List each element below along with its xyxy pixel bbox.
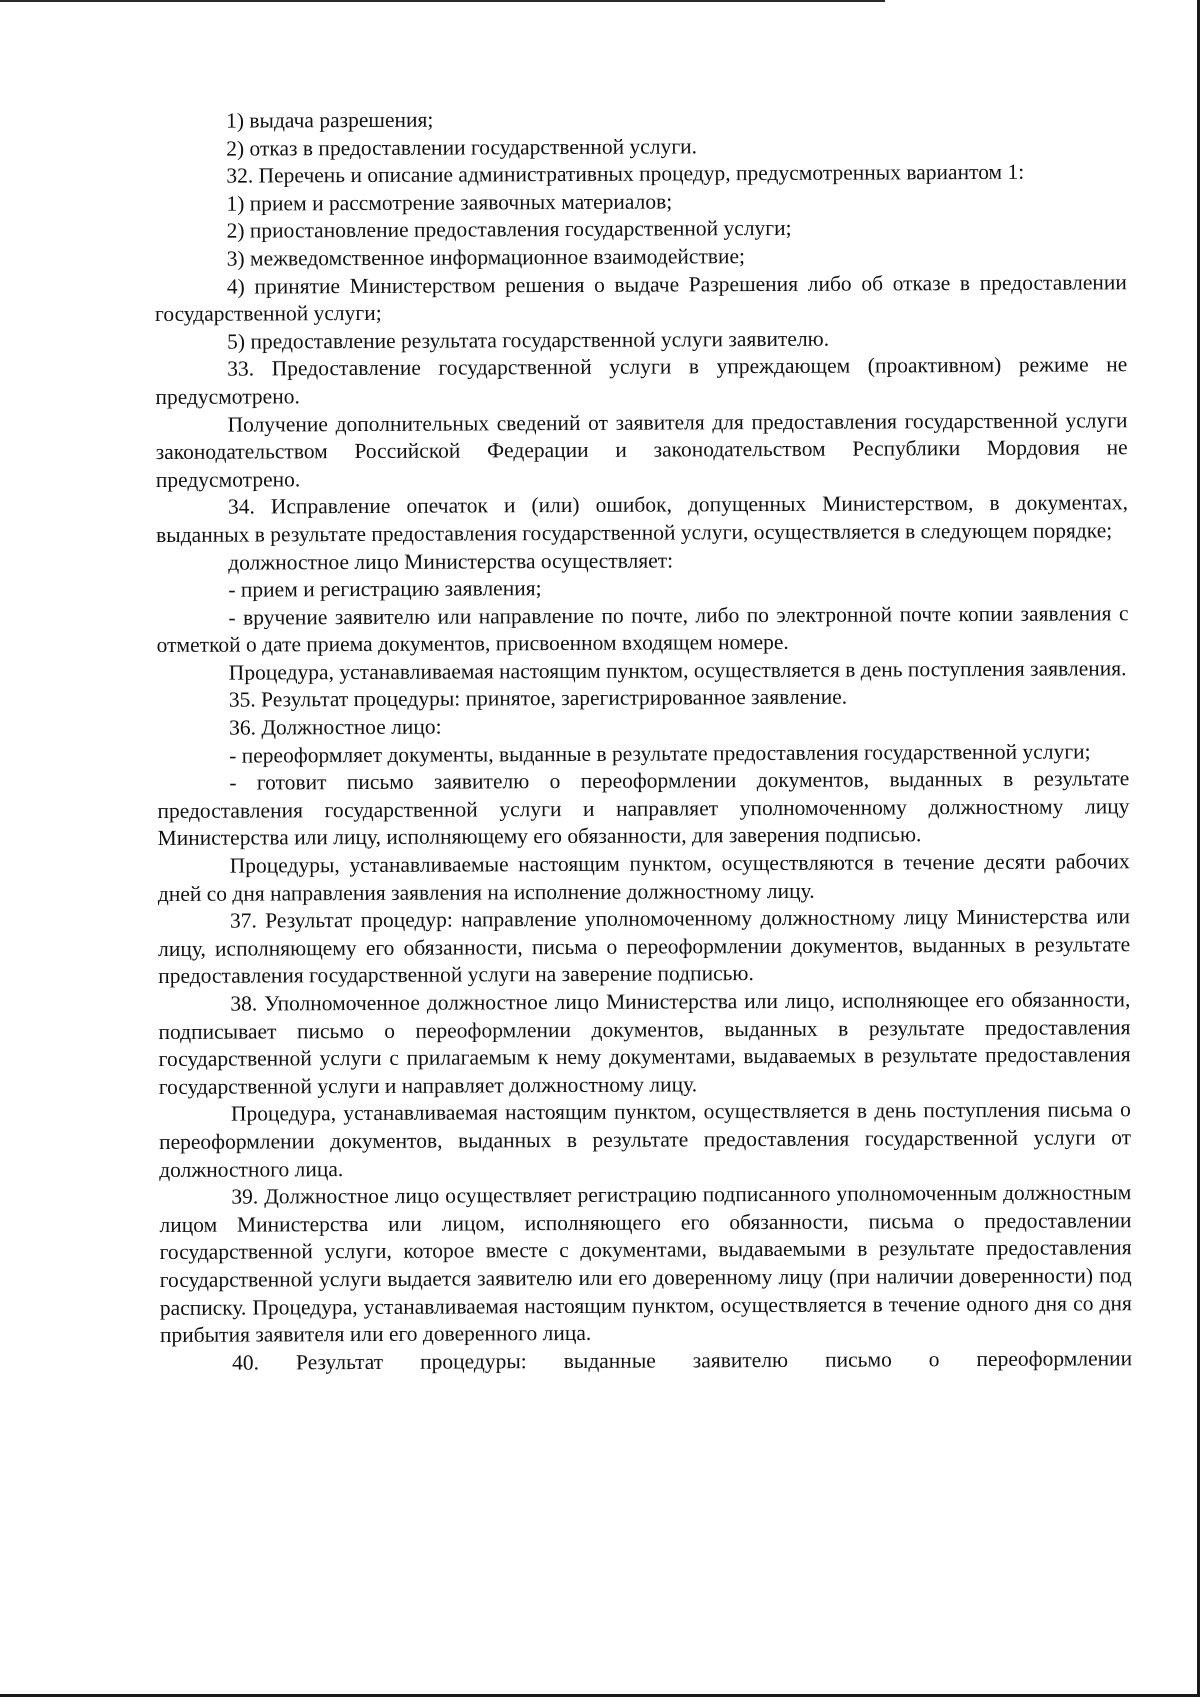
paragraph: 38. Уполномоченное должностное лицо Министерства или лицо, исполняющее его обязанности, подписывает письмо о переоформлении документов, выданных в результате предоставления государственной услуги с прилагаемым к нему документами, выдаваемых в результате предоставления государственной услуги и направляет должностному лицу.	[158, 987, 1131, 1099]
scan-edge-top	[0, 0, 885, 2]
paragraph: должностное лицо Министерства осуществляет:	[228, 547, 674, 575]
paragraph: 32. Перечень и описание административных процедур, предусмотренных вариантом 1:	[226, 159, 1025, 188]
paragraph: Процедура, устанавливаемая настоящим пунктом, осуществляется в день поступления письма о переоформлении документов, выданных в результате предоставления государственной услуги от должностного лица.	[158, 1097, 1132, 1182]
paragraph: - переоформляет документы, выданные в результате предоставления государственной услуги;	[229, 739, 1091, 768]
paragraph: 35. Результат процедуры: принятое, зарегистрированное заявление.	[228, 685, 848, 713]
paragraph: 1) прием и рассмотрение заявочных материалов;	[226, 189, 673, 216]
document-page	[154, 103, 1132, 1377]
paragraph: 4) принятие Министерством решения о выдаче Разрешения либо об отказе в предоставлении государственной услуги;	[154, 269, 1127, 327]
paragraph: Получение дополнительных сведений от заявителя для предоставления государственной услуги законодательством Российской Федерации и законодательством Республики Мордовия не предусмотрено.	[155, 407, 1128, 492]
paragraph: 34. Исправление опечаток и (или) ошибок, допущенных Министерством, в документах, выданных в результате предоставления государственной услуги, осуществляется в следующем порядке;	[156, 490, 1128, 547]
paragraph: 40. Результат процедуры: выданные заявителю письмо о переоформлении	[232, 1345, 1133, 1375]
paragraph: 2) приостановление предоставления государственной услуги;	[226, 216, 792, 244]
paragraph: Процедура, устанавливаемая настоящим пунктом, осуществляется в день поступления заявления.	[228, 656, 1127, 685]
paragraph: - прием и регистрацию заявления;	[228, 576, 542, 602]
paragraph: 37. Результат процедур: направление уполномоченному должностному лицу Министерства или лицу, исполняющему его обязанности, письма о переоформлении документов, выданных в результате предоставления государственной услуги на заверение подписью.	[158, 904, 1131, 989]
paragraph: 33. Предоставление государственной услуги в упреждающем (проактивном) режиме не предусмотрено.	[155, 352, 1128, 409]
paragraph: 5) предоставление результата государственной услуги заявителю.	[227, 326, 830, 354]
paragraph: - готовит письмо заявителю о переоформлении документов, выданных в результате предоставления государственной услуги и направляет уполномоченному должностному лицу Министерства или лицу, исполняющему его обязанности, для заверения подписью.	[157, 766, 1130, 851]
paragraph: 39. Должностное лицо осуществляет регистрацию подписанного уполномоченным должностным лицом Министерства или лицом, исполняющего его обязанности, письма о предоставлении государственной услуги, которое вместе с документами, выдаваемыми в результате предоставления государственной услуги выдается заявителю или его доверенному лицу (при наличии доверенности) под расписку. Процедура, устанавливаемая настоящим пунктом, осуществляется в течение одного дня со дня прибытия заявителя или его доверенного лица.	[159, 1180, 1132, 1348]
paragraph: - вручение заявителю или направление по почте, либо по электронной почте копии заявления с отметкой о дате приема документов, присвоенном входящем номере.	[156, 600, 1129, 658]
paragraph: 2) отказ в предоставлении государственной услуги.	[226, 133, 698, 161]
paragraph: 1) выдача разрешения;	[226, 107, 434, 133]
paragraph: Процедуры, устанавливаемые настоящим пунктом, осуществляются в течение десяти рабочих дней со дня направления заявления на исполнение должностному лицу.	[157, 849, 1130, 906]
paragraph: 3) межведомственное информационное взаимодействие;	[226, 244, 746, 271]
paragraph: 36. Должностное лицо:	[228, 714, 442, 740]
